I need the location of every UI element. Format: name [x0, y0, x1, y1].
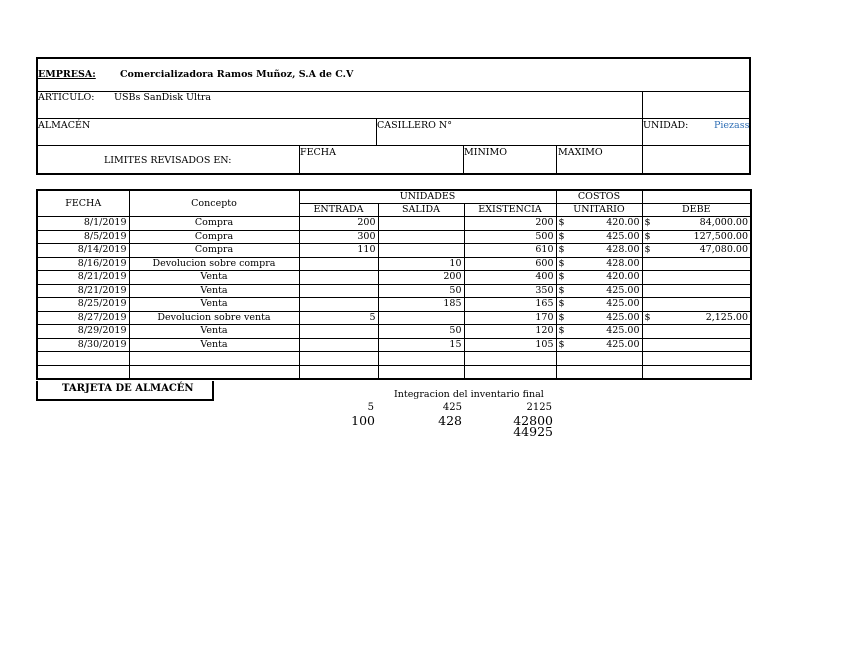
cell-unitario — [556, 298, 642, 312]
tarjeta-label: TARJETA DE ALMACÉN — [36, 381, 214, 401]
cell-debe — [642, 217, 751, 231]
col-concepto-header: Concepto — [129, 190, 299, 217]
cell-entrada — [299, 298, 378, 312]
cell-existencia: 350 — [464, 284, 556, 298]
currency-symbol: $ — [644, 230, 651, 242]
cell-concepto: Compra — [129, 217, 299, 231]
cell-unitario — [556, 365, 642, 379]
cell-concepto: Venta — [129, 338, 299, 352]
cell-salida: 50 — [378, 284, 464, 298]
cell-salida: 10 — [378, 257, 464, 271]
cell-unitario — [556, 230, 642, 244]
cell-debe — [642, 325, 751, 339]
cell-debe — [642, 338, 751, 352]
cell-fecha: 8/30/2019 — [37, 338, 129, 352]
int-row1-price: 425 — [442, 402, 462, 413]
cell-entrada — [299, 338, 378, 352]
cell-value: 47,080.00 — [699, 244, 748, 256]
cell-entrada: 200 — [299, 217, 378, 231]
cell-fecha: 8/16/2019 — [37, 257, 129, 271]
cell-fecha: 8/29/2019 — [37, 325, 129, 339]
cell-existencia: 400 — [464, 271, 556, 285]
unidad-value: Piezass — [714, 120, 750, 131]
cell-concepto — [129, 352, 299, 366]
cell-fecha: 8/5/2019 — [37, 230, 129, 244]
cell-entrada: 110 — [299, 244, 378, 258]
cell-unitario — [556, 284, 642, 298]
cell-entrada — [299, 271, 378, 285]
col-debe-header: DEBE — [642, 204, 751, 217]
cell-salida — [378, 311, 464, 325]
table-row — [37, 230, 751, 244]
currency-symbol: $ — [558, 230, 565, 242]
cell-debe — [642, 271, 751, 285]
casillero-label: CASILLERO N° — [377, 120, 452, 131]
cell-unitario — [556, 271, 642, 285]
cell-existencia — [464, 365, 556, 379]
cell-concepto: Venta — [129, 325, 299, 339]
table-row — [37, 271, 751, 285]
table-row — [37, 257, 751, 271]
cell-value: 2,125.00 — [705, 311, 748, 323]
cell-value: 425.00 — [606, 338, 640, 350]
cell-fecha: 8/21/2019 — [37, 284, 129, 298]
fecha-label: FECHA — [300, 147, 336, 158]
cell-concepto: Compra — [129, 230, 299, 244]
int-grand-total: 44925 — [513, 424, 553, 439]
costos-group-header: COSTOS — [556, 190, 642, 204]
currency-symbol: $ — [644, 311, 651, 323]
cell-fecha: 8/25/2019 — [37, 298, 129, 312]
cell-concepto: Venta — [129, 271, 299, 285]
cell-unitario — [556, 311, 642, 325]
cell-fecha — [37, 365, 129, 379]
cell-value: 425.00 — [606, 311, 640, 323]
cell-entrada — [299, 257, 378, 271]
currency-symbol: $ — [558, 325, 565, 337]
cell-value: 420.00 — [606, 271, 640, 283]
cell-existencia — [464, 352, 556, 366]
cell-salida — [378, 365, 464, 379]
empresa-underline — [96, 69, 102, 80]
integracion-label: Integracion del inventario final — [394, 389, 544, 400]
cell-existencia: 120 — [464, 325, 556, 339]
currency-symbol: $ — [644, 244, 651, 256]
currency-symbol: $ — [558, 284, 565, 296]
int-row1-qty: 5 — [367, 402, 374, 413]
cell-debe — [642, 365, 751, 379]
cell-debe — [642, 284, 751, 298]
cell-entrada: 300 — [299, 230, 378, 244]
col-existencia-header: EXISTENCIA — [464, 204, 556, 217]
currency-symbol: $ — [558, 257, 565, 269]
cell-existencia: 500 — [464, 230, 556, 244]
cell-entrada — [299, 325, 378, 339]
cell-salida — [378, 230, 464, 244]
table-row — [37, 325, 751, 339]
currency-symbol: $ — [558, 217, 565, 229]
cell-debe — [642, 298, 751, 312]
cell-entrada — [299, 365, 378, 379]
almacen-label: ALMACÉN — [38, 120, 91, 131]
cell-concepto: Compra — [129, 244, 299, 258]
cell-fecha: 8/1/2019 — [37, 217, 129, 231]
cell-salida — [378, 217, 464, 231]
cell-existencia: 170 — [464, 311, 556, 325]
cell-unitario — [556, 244, 642, 258]
cell-existencia: 200 — [464, 217, 556, 231]
articulo-value: USBs SanDisk Ultra — [114, 92, 212, 103]
table-row — [37, 365, 751, 379]
cell-salida — [378, 352, 464, 366]
cell-fecha: 8/21/2019 — [37, 271, 129, 285]
inventory-table — [36, 189, 752, 380]
col-fecha-header: FECHA — [37, 190, 129, 217]
cell-value: 425.00 — [606, 298, 640, 310]
cell-value: 425.00 — [606, 284, 640, 296]
cell-concepto: Devolucion sobre venta — [129, 311, 299, 325]
currency-symbol: $ — [558, 311, 565, 323]
limites-label: LIMITES REVISADOS EN: — [104, 155, 232, 166]
cell-unitario — [556, 217, 642, 231]
cell-concepto: Venta — [129, 298, 299, 312]
table-row — [37, 244, 751, 258]
currency-symbol: $ — [558, 338, 565, 350]
cell-existencia: 165 — [464, 298, 556, 312]
cell-fecha: 8/14/2019 — [37, 244, 129, 258]
table-row — [37, 352, 751, 366]
minimo-label: MINIMO — [464, 147, 508, 158]
cell-concepto: Devolucion sobre compra — [129, 257, 299, 271]
cell-concepto: Venta — [129, 284, 299, 298]
cell-value: 127,500.00 — [693, 230, 748, 242]
cell-salida: 185 — [378, 298, 464, 312]
cell-salida: 200 — [378, 271, 464, 285]
cell-value: 84,000.00 — [699, 217, 748, 229]
cell-value: 420.00 — [606, 217, 640, 229]
int-row2-qty: 100 — [351, 413, 375, 428]
col-unitario-header: UNITARIO — [556, 204, 642, 217]
empresa-label: EMPRESA: — [38, 69, 96, 80]
currency-symbol: $ — [558, 244, 565, 256]
cell-salida: 15 — [378, 338, 464, 352]
cell-concepto — [129, 365, 299, 379]
cell-debe — [642, 311, 751, 325]
cell-value: 425.00 — [606, 230, 640, 242]
table-row — [37, 311, 751, 325]
cell-entrada — [299, 352, 378, 366]
maximo-label: MAXIMO — [558, 147, 603, 158]
cell-unitario — [556, 257, 642, 271]
currency-symbol: $ — [558, 298, 565, 310]
currency-symbol: $ — [558, 271, 565, 283]
cell-salida: 50 — [378, 325, 464, 339]
blank-header-cell — [642, 190, 751, 204]
cell-existencia: 105 — [464, 338, 556, 352]
table-row — [37, 284, 751, 298]
int-row2-total: 42800 — [513, 413, 553, 428]
cell-debe — [642, 257, 751, 271]
unidades-group-header: UNIDADES — [299, 190, 556, 204]
articulo-label: ARTICULO: — [38, 92, 95, 103]
empresa-value: Comercializadora Ramos Muñoz, S.A de C.V — [120, 69, 354, 80]
cell-salida — [378, 244, 464, 258]
currency-symbol: $ — [644, 217, 651, 229]
cell-debe — [642, 244, 751, 258]
cell-unitario — [556, 325, 642, 339]
cell-value: 428.00 — [606, 257, 640, 269]
cell-fecha — [37, 352, 129, 366]
col-entrada-header: ENTRADA — [299, 204, 378, 217]
cell-value: 428.00 — [606, 244, 640, 256]
cell-entrada — [299, 284, 378, 298]
col-salida-header: SALIDA — [378, 204, 464, 217]
cell-value: 425.00 — [606, 325, 640, 337]
table-row — [37, 298, 751, 312]
cell-debe — [642, 352, 751, 366]
unidad-label: UNIDAD: — [643, 120, 689, 131]
cell-existencia: 600 — [464, 257, 556, 271]
cell-debe — [642, 230, 751, 244]
cell-unitario — [556, 338, 642, 352]
table-row — [37, 338, 751, 352]
int-row2-price: 428 — [438, 413, 462, 428]
cell-unitario — [556, 352, 642, 366]
table-row — [37, 217, 751, 231]
int-row1-total: 2125 — [526, 402, 552, 413]
cell-fecha: 8/27/2019 — [37, 311, 129, 325]
cell-existencia: 610 — [464, 244, 556, 258]
cell-entrada: 5 — [299, 311, 378, 325]
